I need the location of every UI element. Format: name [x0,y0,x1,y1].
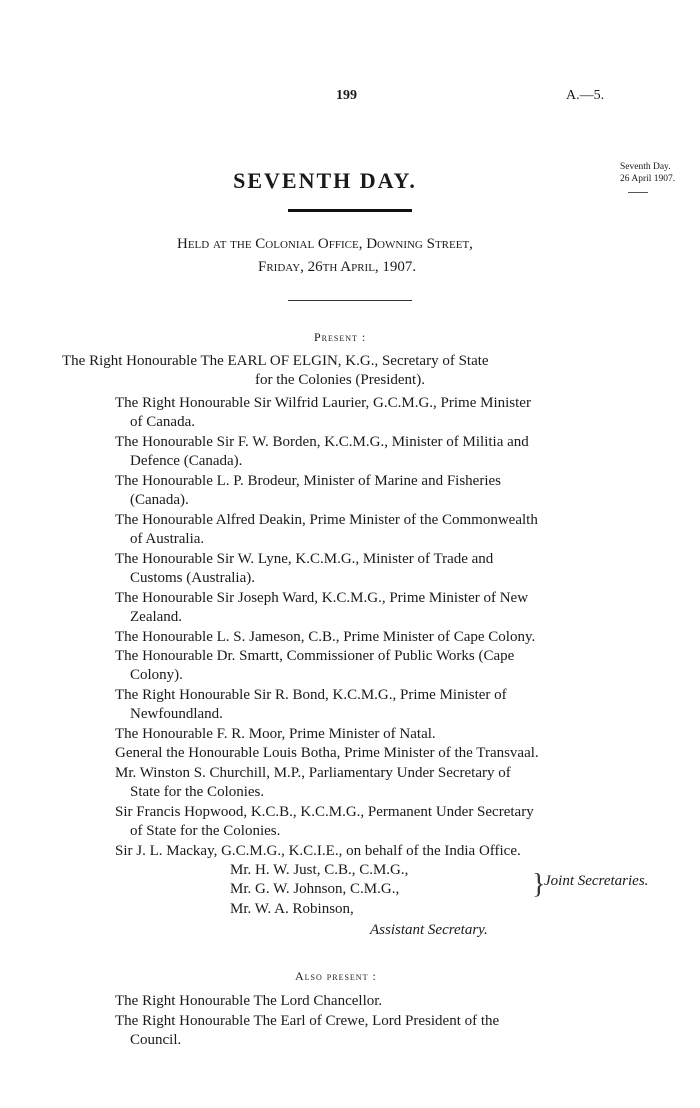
attendee-line: of Canada. [130,414,195,430]
attendee-line: The Right Honourable The EARL OF ELGIN, K.G., Secretary of State [62,353,489,369]
attendee-line: of State for the Colonies. [130,823,281,839]
attendee-line: The Honourable L. P. Brodeur, Minister of Marine and Fisheries [115,473,501,489]
attendee-line: for the Colonies (President). [255,372,425,388]
attendee-line: Sir Francis Hopwood, K.C.B., K.C.M.G., Permanent Under Secretary [115,804,534,820]
secretary-line: Mr. H. W. Just, C.B., C.M.G., [230,862,409,878]
present-heading: Present : [314,330,367,344]
attendee-line: The Right Honourable Sir Wilfrid Laurier, G.C.M.G., Prime Minister [115,395,531,411]
attendee-line: Sir J. L. Mackay, G.C.M.G., K.C.I.E., on behalf of the India Office. [115,843,521,859]
attendee-line: The Right Honourable Sir R. Bond, K.C.M.G., Prime Minister of [115,687,507,703]
attendee-line: Defence (Canada). [130,453,243,469]
attendee-line: (Canada). [130,492,189,508]
also-present-line: The Right Honourable The Earl of Crewe, Lord President of the [115,1013,500,1029]
attendee-line: The Honourable Alfred Deakin, Prime Minister of the Commonwealth [115,512,538,528]
attendee-line: The Honourable Sir Joseph Ward, K.C.M.G., Prime Minister of New [115,590,529,606]
attendee-line: Colony). [130,667,183,683]
also-present-line: Council. [130,1032,182,1048]
attendee-line: The Honourable L. S. Jameson, C.B., Prime Minister of Cape Colony. [115,629,536,645]
attendee-line: State for the Colonies. [130,784,265,800]
margin-note-date: 26 April 1907. [620,174,676,184]
margin-note-day: Seventh Day. [620,162,671,172]
title-rule [288,209,412,212]
secretaries-brace: } [532,869,546,900]
also-present-line: The Right Honourable The Lord Chancellor. [115,993,383,1009]
section-rule [288,300,412,301]
meeting-date: Friday, 26th April, 1907. [258,259,417,275]
attendee-line: The Honourable Sir W. Lyne, K.C.M.G., Minister of Trade and [115,551,494,567]
attendee-line: The Honourable F. R. Moor, Prime Minister of Natal. [115,726,436,742]
attendee-line: Customs (Australia). [130,570,255,586]
attendee-line: General the Honourable Louis Botha, Prime Minister of the Transvaal. [115,745,539,761]
secretary-line: Mr. W. A. Robinson, [230,901,354,917]
attendee-line: Zealand. [130,609,183,625]
margin-note [620,161,675,185]
attendee-line: The Honourable Dr. Smartt, Commissioner of Public Works (Cape [115,648,515,664]
secretary-line: Mr. G. W. Johnson, C.M.G., [230,881,400,897]
page-title [0,168,700,194]
attendee-line: of Australia. [130,531,205,547]
page-number: 199 [336,88,357,103]
also-present-heading: Also present : [295,969,377,983]
joint-secretaries-label: Joint Secretaries. [544,873,649,889]
attendee-line: The Honourable Sir F. W. Borden, K.C.M.G., Minister of Militia and [115,434,529,450]
meeting-location: Held at the Colonial Office, Downing Street, [177,236,473,252]
document-reference: A.—5. [566,88,605,103]
title-text: SEVENTH DAY. [233,168,417,193]
margin-rule [628,192,648,193]
assistant-secretary-label: Assistant Secretary. [370,922,488,938]
attendee-line: Mr. Winston S. Churchill, M.P., Parliamentary Under Secretary of [115,765,511,781]
attendee-line: Newfoundland. [130,706,223,722]
